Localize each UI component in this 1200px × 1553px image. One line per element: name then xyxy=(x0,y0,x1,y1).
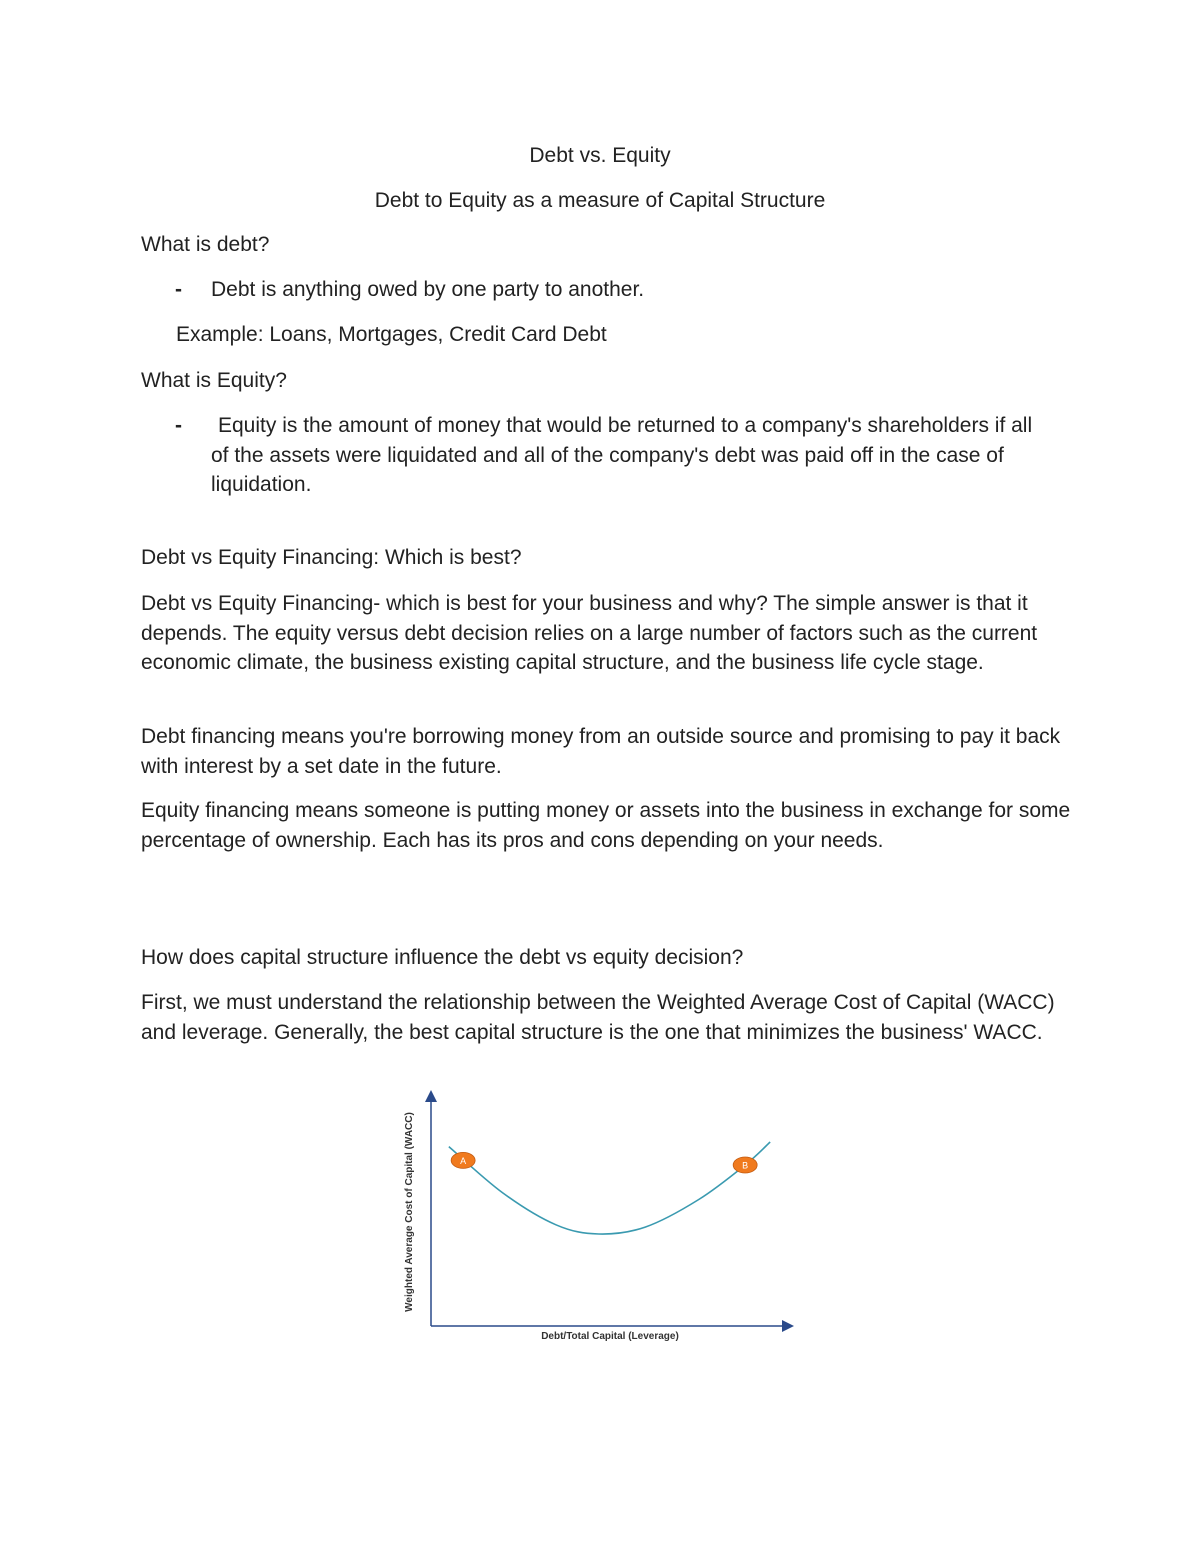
financing-heading: Debt vs Equity Financing: Which is best? xyxy=(141,546,522,569)
financing-paragraph-3: Equity financing means someone is putting money or assets into the business in exchange for some percentage of ownership. Each has its pros and cons depending on your needs. xyxy=(141,799,1071,852)
point-label-b: B xyxy=(742,1160,749,1171)
capital-paragraph: First, we must understand the relationship between the Weighted Average Cost of Capital (WACC) and leverage. Generally, the best capital structure is the one that minimizes the business' WACC. xyxy=(141,991,1055,1044)
bullet-marker: - xyxy=(175,278,182,301)
wacc-chart-svg xyxy=(360,1090,840,1352)
financing-paragraph-1: Debt vs Equity Financing- which is best for your business and why? The simple answer is that it depends. The equity versus debt decision relies on a large number of factors such as the current economic climate, the business existing capital structure, and the business life cycle stage. xyxy=(141,592,1038,674)
point-label-a: A xyxy=(460,1155,467,1166)
document-subtitle: Debt to Equity as a measure of Capital Structure xyxy=(374,189,826,212)
x-axis-label: Debt/Total Capital (Leverage) xyxy=(541,1331,679,1342)
capital-heading: How does capital structure influence the debt vs equity decision? xyxy=(141,946,744,969)
financing-paragraph-2: Debt financing means you're borrowing money from an outside source and promising to pay it back with interest by a set date in the future. xyxy=(141,725,1061,778)
document-title: Debt vs. Equity xyxy=(529,144,671,167)
chart-marks xyxy=(449,1142,770,1234)
bullet-marker: - xyxy=(175,414,182,437)
equity-definition: Equity is the amount of money that would be returned to a company's shareholders if all of the assets were liquidated and all of the company's debt was paid off in the case of liquidation. xyxy=(211,414,1033,496)
y-axis-label: Weighted Average Cost of Capital (WACC) xyxy=(404,1112,415,1312)
wacc-curve xyxy=(449,1142,770,1234)
equity-question: What is Equity? xyxy=(141,369,287,392)
debt-example: Example: Loans, Mortgages, Credit Card Debt xyxy=(176,323,607,346)
debt-question: What is debt? xyxy=(141,233,270,256)
debt-definition: Debt is anything owed by one party to another. xyxy=(211,278,645,301)
wacc-chart xyxy=(360,1090,840,1352)
